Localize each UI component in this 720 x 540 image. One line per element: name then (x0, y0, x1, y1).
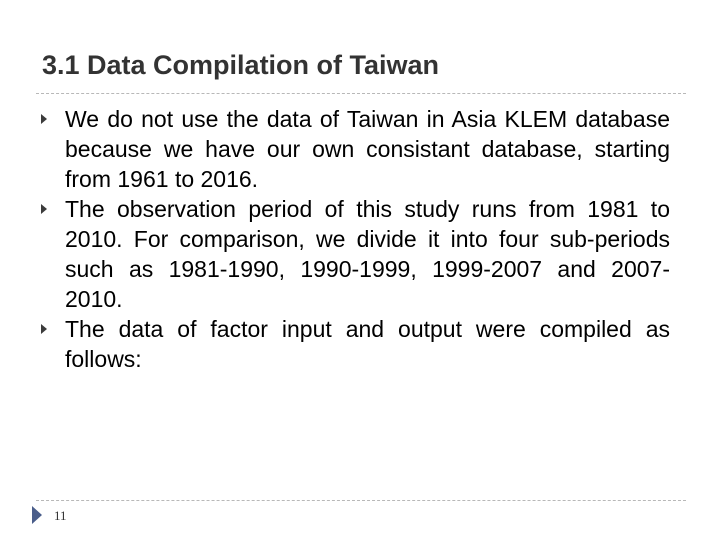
triangle-bullet-icon (41, 114, 47, 124)
bullet-item (38, 194, 670, 314)
title-divider (36, 93, 686, 94)
footer-divider (36, 500, 686, 501)
bullet-item (38, 104, 670, 194)
bullet-list (38, 104, 670, 374)
bullet-text: We do not use the data of Taiwan in Asia KLEM database because we have our own consistant database, starting from 1961 to 2016. (65, 106, 670, 192)
triangle-bullet-icon (41, 324, 47, 334)
bullet-text: The observation period of this study runs from 1981 to 2010. For comparison, we divide it into four sub-periods such as 1981-1990, 1990-1999, 1999-2007 and 2007-2010. (65, 196, 670, 312)
page-number: 11 (54, 508, 67, 523)
slide-title: 3.1 Data Compilation of Taiwan (42, 50, 440, 80)
triangle-marker-icon (32, 506, 42, 524)
triangle-bullet-icon (41, 204, 47, 214)
bullet-item (38, 314, 670, 374)
bullet-text: The data of factor input and output were compiled as follows: (65, 316, 670, 372)
